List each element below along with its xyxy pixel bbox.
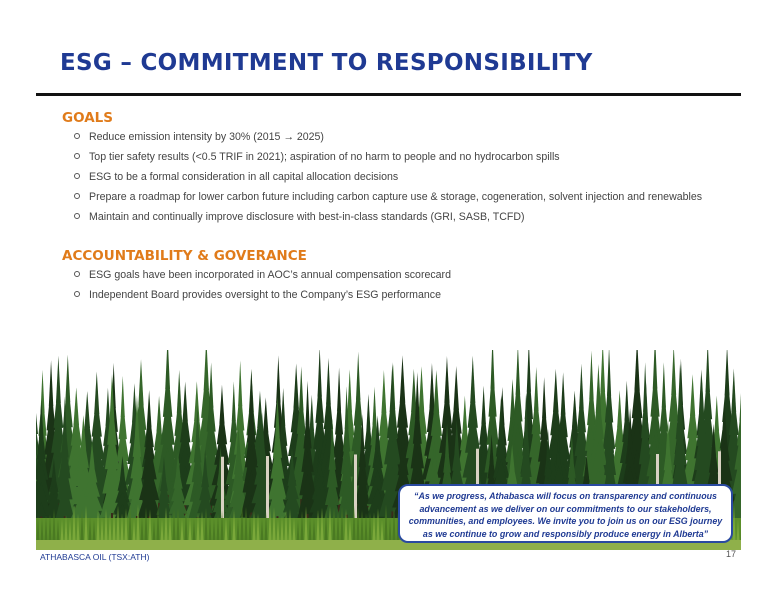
slide-title: ESG – COMMITMENT TO RESPONSIBILITY xyxy=(60,50,593,76)
quote-line: advancement as we deliver on our commitments to our stakeholders, xyxy=(419,503,712,514)
list-item xyxy=(74,207,702,227)
bullet-circle-icon xyxy=(74,291,80,297)
title-divider xyxy=(36,93,741,96)
list-item xyxy=(74,285,451,305)
ceo-quote-box xyxy=(398,484,733,543)
bullet-circle-icon xyxy=(74,173,80,179)
list-item xyxy=(74,187,702,207)
bullet-circle-icon xyxy=(74,153,80,159)
list-item xyxy=(74,265,451,285)
goals-heading: GOALS xyxy=(62,110,113,126)
goal-text: ESG to be a formal consideration in all capital allocation decisions xyxy=(89,171,399,183)
accountability-text: Independent Board provides oversight to the Company’s ESG performance xyxy=(89,289,441,301)
page-number: 17 xyxy=(725,549,736,559)
list-item xyxy=(74,127,702,147)
list-item xyxy=(74,147,702,167)
goal-text: Prepare a roadmap for lower carbon future including carbon capture use & storage, cogeneration, solvent injection and renewables xyxy=(89,191,703,203)
accountability-text: ESG goals have been incorporated in AOC’s annual compensation scorecard xyxy=(89,269,451,281)
footer-company: ATHABASCA OIL (TSX:ATH) xyxy=(40,552,150,562)
quote-line: “As we progress, Athabasca will focus on transparency and continuous xyxy=(414,491,717,501)
list-item xyxy=(74,167,702,187)
quote-line: as we continue to grow and responsibly produce energy in Alberta” xyxy=(422,528,709,539)
accountability-list xyxy=(74,265,451,305)
goal-text: Maintain and continually improve disclosure with best-in-class standards (GRI, SASB, TCFD) xyxy=(89,211,525,223)
bullet-circle-icon xyxy=(74,193,80,199)
quote-line: communities, and employees. We invite you to join us on our ESG journey xyxy=(408,516,723,526)
accountability-heading: ACCOUNTABILITY & GOVERANCE xyxy=(62,248,307,264)
goals-list xyxy=(74,127,702,227)
bullet-circle-icon xyxy=(74,133,80,139)
goal-text: Top tier safety results (<0.5 TRIF in 2021); aspiration of no harm to people and no hydrocarbon spills xyxy=(89,151,560,163)
bullet-circle-icon xyxy=(74,271,80,277)
goal-text: Reduce emission intensity by 30% (2015 → 2025) xyxy=(89,131,324,143)
bullet-circle-icon xyxy=(74,213,80,219)
